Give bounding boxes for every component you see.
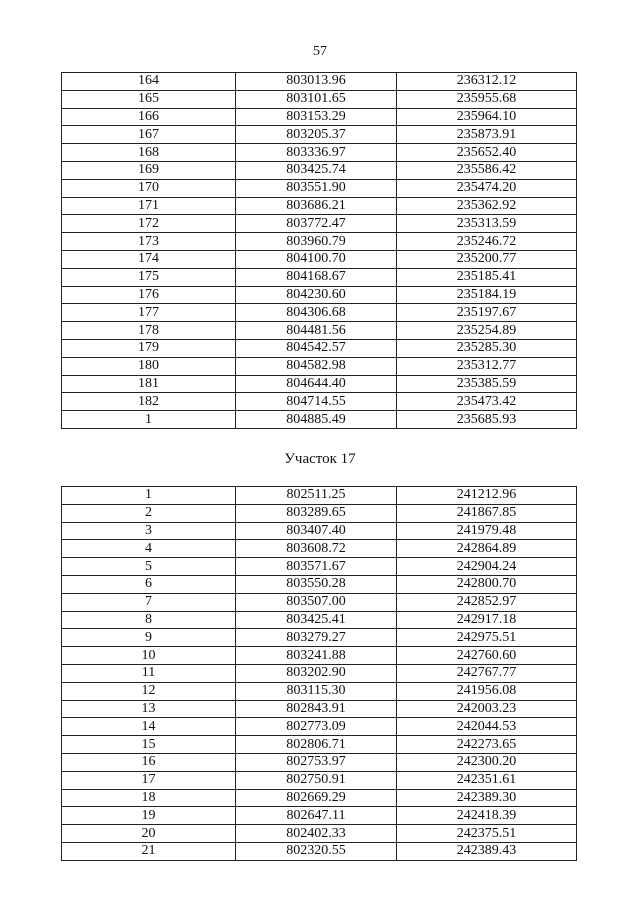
table-row: [62, 357, 577, 375]
table-row: [62, 789, 577, 807]
table-row: [62, 197, 577, 215]
point-number-cell: 1: [62, 487, 236, 505]
y-coordinate-cell: 242800.70: [397, 575, 577, 593]
y-coordinate-cell: 242351.61: [397, 771, 577, 789]
x-coordinate-cell: 803289.65: [236, 504, 397, 522]
x-coordinate-cell: 803425.41: [236, 611, 397, 629]
table-row: [62, 575, 577, 593]
x-coordinate-cell: 804885.49: [236, 411, 397, 429]
x-coordinate-cell: 802750.91: [236, 771, 397, 789]
table-row: [62, 108, 577, 126]
x-coordinate-cell: 802511.25: [236, 487, 397, 505]
y-coordinate-cell: 242767.77: [397, 664, 577, 682]
point-number-cell: 17: [62, 771, 236, 789]
y-coordinate-cell: 242975.51: [397, 629, 577, 647]
y-coordinate-cell: 242760.60: [397, 647, 577, 665]
y-coordinate-cell: 235246.72: [397, 233, 577, 251]
y-coordinate-cell: 241956.08: [397, 682, 577, 700]
table-row: [62, 558, 577, 576]
x-coordinate-cell: 804168.67: [236, 268, 397, 286]
point-number-cell: 168: [62, 144, 236, 162]
table-row: [62, 736, 577, 754]
table-row: [62, 268, 577, 286]
y-coordinate-cell: 242389.30: [397, 789, 577, 807]
y-coordinate-cell: 242852.97: [397, 593, 577, 611]
y-coordinate-cell: 235474.20: [397, 179, 577, 197]
y-coordinate-cell: 235652.40: [397, 144, 577, 162]
table-row: [62, 304, 577, 322]
table-row: [62, 718, 577, 736]
x-coordinate-cell: 804542.57: [236, 339, 397, 357]
y-coordinate-cell: 242300.20: [397, 753, 577, 771]
x-coordinate-cell: 803960.79: [236, 233, 397, 251]
x-coordinate-cell: 803772.47: [236, 215, 397, 233]
table-row: [62, 522, 577, 540]
x-coordinate-cell: 802773.09: [236, 718, 397, 736]
y-coordinate-cell: 242389.43: [397, 842, 577, 860]
point-number-cell: 164: [62, 73, 236, 91]
y-coordinate-cell: 235586.42: [397, 161, 577, 179]
point-number-cell: 4: [62, 540, 236, 558]
table-row: [62, 73, 577, 91]
table-row: [62, 144, 577, 162]
point-number-cell: 7: [62, 593, 236, 611]
y-coordinate-cell: 235385.59: [397, 375, 577, 393]
x-coordinate-cell: 803153.29: [236, 108, 397, 126]
table-row: [62, 339, 577, 357]
point-number-cell: 14: [62, 718, 236, 736]
x-coordinate-cell: 804306.68: [236, 304, 397, 322]
point-number-cell: 176: [62, 286, 236, 304]
y-coordinate-cell: 241979.48: [397, 522, 577, 540]
point-number-cell: 178: [62, 322, 236, 340]
y-coordinate-cell: 242904.24: [397, 558, 577, 576]
point-number-cell: 175: [62, 268, 236, 286]
x-coordinate-cell: 804644.40: [236, 375, 397, 393]
point-number-cell: 21: [62, 842, 236, 860]
page-number: 57: [313, 44, 327, 59]
table-row: [62, 807, 577, 825]
x-coordinate-cell: 802843.91: [236, 700, 397, 718]
x-coordinate-cell: 803608.72: [236, 540, 397, 558]
x-coordinate-cell: 804230.60: [236, 286, 397, 304]
point-number-cell: 16: [62, 753, 236, 771]
table-row: [62, 504, 577, 522]
point-number-cell: 13: [62, 700, 236, 718]
y-coordinate-cell: 235184.19: [397, 286, 577, 304]
x-coordinate-cell: 803571.67: [236, 558, 397, 576]
x-coordinate-cell: 802320.55: [236, 842, 397, 860]
table-row: [62, 593, 577, 611]
point-number-cell: 9: [62, 629, 236, 647]
x-coordinate-cell: 803425.74: [236, 161, 397, 179]
y-coordinate-cell: 241212.96: [397, 487, 577, 505]
x-coordinate-cell: 802402.33: [236, 825, 397, 843]
x-coordinate-cell: 802806.71: [236, 736, 397, 754]
table-row: [62, 411, 577, 429]
table-row: [62, 250, 577, 268]
table-row: [62, 322, 577, 340]
table-row: [62, 179, 577, 197]
y-coordinate-cell: 235200.77: [397, 250, 577, 268]
x-coordinate-cell: 804100.70: [236, 250, 397, 268]
y-coordinate-cell: 235285.30: [397, 339, 577, 357]
x-coordinate-cell: 802647.11: [236, 807, 397, 825]
x-coordinate-cell: 804714.55: [236, 393, 397, 411]
point-number-cell: 8: [62, 611, 236, 629]
table-row: [62, 90, 577, 108]
point-number-cell: 180: [62, 357, 236, 375]
point-number-cell: 172: [62, 215, 236, 233]
table-row: [62, 753, 577, 771]
point-number-cell: 179: [62, 339, 236, 357]
table-row: [62, 540, 577, 558]
y-coordinate-cell: 235473.42: [397, 393, 577, 411]
table-row: [62, 393, 577, 411]
y-coordinate-cell: 235964.10: [397, 108, 577, 126]
point-number-cell: 171: [62, 197, 236, 215]
y-coordinate-cell: 235312.77: [397, 357, 577, 375]
x-coordinate-cell: 803507.00: [236, 593, 397, 611]
x-coordinate-cell: 803013.96: [236, 73, 397, 91]
point-number-cell: 11: [62, 664, 236, 682]
table-row: [62, 233, 577, 251]
y-coordinate-cell: 236312.12: [397, 73, 577, 91]
point-number-cell: 170: [62, 179, 236, 197]
point-number-cell: 18: [62, 789, 236, 807]
y-coordinate-cell: 242273.65: [397, 736, 577, 754]
x-coordinate-cell: 803205.37: [236, 126, 397, 144]
table-row: [62, 286, 577, 304]
x-coordinate-cell: 803115.30: [236, 682, 397, 700]
x-coordinate-cell: 803407.40: [236, 522, 397, 540]
x-coordinate-cell: 803241.88: [236, 647, 397, 665]
y-coordinate-cell: 235873.91: [397, 126, 577, 144]
table-row: [62, 771, 577, 789]
table-row: [62, 700, 577, 718]
x-coordinate-cell: 803101.65: [236, 90, 397, 108]
point-number-cell: 173: [62, 233, 236, 251]
point-number-cell: 174: [62, 250, 236, 268]
point-number-cell: 6: [62, 575, 236, 593]
point-number-cell: 20: [62, 825, 236, 843]
point-number-cell: 1: [62, 411, 236, 429]
y-coordinate-cell: 242375.51: [397, 825, 577, 843]
x-coordinate-cell: 803551.90: [236, 179, 397, 197]
y-coordinate-cell: 242864.89: [397, 540, 577, 558]
coordinates-table-1: [61, 72, 577, 429]
x-coordinate-cell: 804582.98: [236, 357, 397, 375]
point-number-cell: 5: [62, 558, 236, 576]
y-coordinate-cell: 242917.18: [397, 611, 577, 629]
y-coordinate-cell: 235313.59: [397, 215, 577, 233]
x-coordinate-cell: 803336.97: [236, 144, 397, 162]
point-number-cell: 181: [62, 375, 236, 393]
point-number-cell: 3: [62, 522, 236, 540]
x-coordinate-cell: 803686.21: [236, 197, 397, 215]
table-row: [62, 126, 577, 144]
table-row: [62, 825, 577, 843]
table-row: [62, 611, 577, 629]
table-row: [62, 487, 577, 505]
coordinates-table-2: [61, 486, 577, 861]
point-number-cell: 15: [62, 736, 236, 754]
table-row: [62, 375, 577, 393]
point-number-cell: 169: [62, 161, 236, 179]
y-coordinate-cell: 242418.39: [397, 807, 577, 825]
point-number-cell: 165: [62, 90, 236, 108]
coordinates-table-1-body: [62, 73, 577, 429]
y-coordinate-cell: 235685.93: [397, 411, 577, 429]
y-coordinate-cell: 235254.89: [397, 322, 577, 340]
y-coordinate-cell: 235362.92: [397, 197, 577, 215]
y-coordinate-cell: 242044.53: [397, 718, 577, 736]
point-number-cell: 12: [62, 682, 236, 700]
table-row: [62, 647, 577, 665]
x-coordinate-cell: 804481.56: [236, 322, 397, 340]
point-number-cell: 177: [62, 304, 236, 322]
point-number-cell: 182: [62, 393, 236, 411]
x-coordinate-cell: 802669.29: [236, 789, 397, 807]
table-row: [62, 161, 577, 179]
y-coordinate-cell: 235955.68: [397, 90, 577, 108]
y-coordinate-cell: 242003.23: [397, 700, 577, 718]
table-row: [62, 629, 577, 647]
y-coordinate-cell: 241867.85: [397, 504, 577, 522]
x-coordinate-cell: 803279.27: [236, 629, 397, 647]
coordinates-table-2-body: [62, 487, 577, 861]
section-title: Участок 17: [284, 451, 356, 467]
point-number-cell: 167: [62, 126, 236, 144]
table-row: [62, 664, 577, 682]
table-row: [62, 842, 577, 860]
point-number-cell: 19: [62, 807, 236, 825]
y-coordinate-cell: 235197.67: [397, 304, 577, 322]
x-coordinate-cell: 803202.90: [236, 664, 397, 682]
x-coordinate-cell: 802753.97: [236, 753, 397, 771]
y-coordinate-cell: 235185.41: [397, 268, 577, 286]
table-row: [62, 682, 577, 700]
point-number-cell: 2: [62, 504, 236, 522]
x-coordinate-cell: 803550.28: [236, 575, 397, 593]
table-row: [62, 215, 577, 233]
point-number-cell: 10: [62, 647, 236, 665]
point-number-cell: 166: [62, 108, 236, 126]
